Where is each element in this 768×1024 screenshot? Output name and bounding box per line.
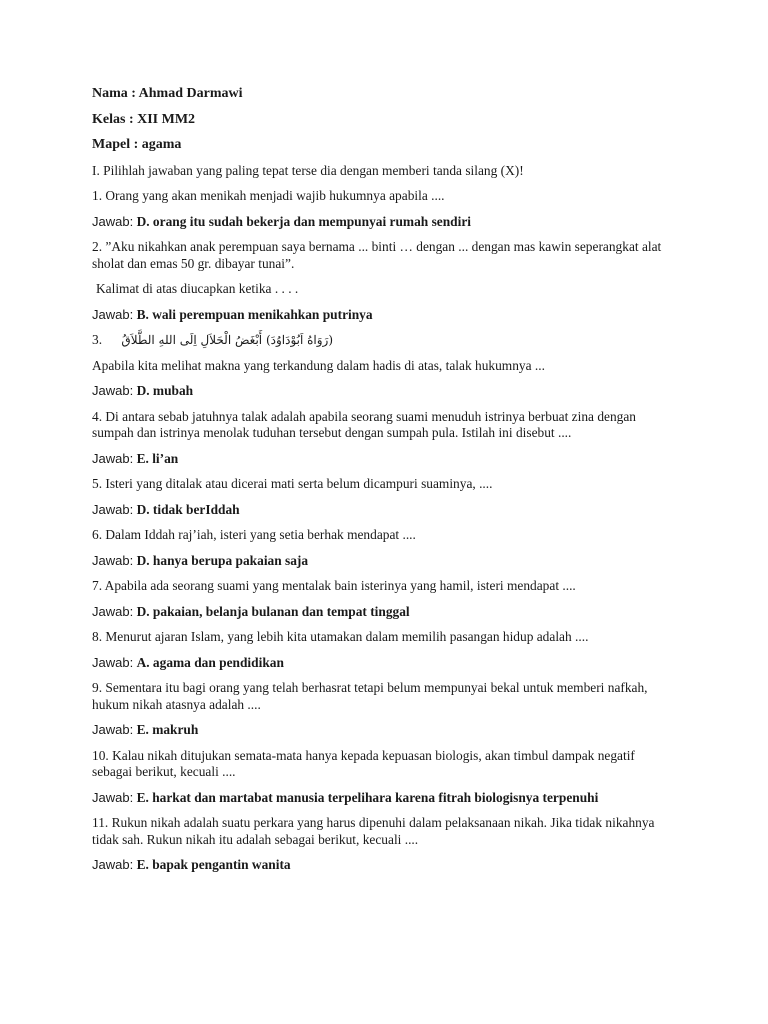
answer-label: Jawab: xyxy=(92,306,134,322)
answer-label: Jawab: xyxy=(92,450,134,466)
student-name: Nama : Ahmad Darmawi xyxy=(92,86,243,101)
answer-label: Jawab: xyxy=(92,654,134,670)
answer-value: E. bapak pengantin wanita xyxy=(136,857,291,872)
answer-label: Jawab: xyxy=(92,213,134,229)
answer-11 xyxy=(92,857,672,874)
answer-value: D. orang itu sudah bekerja dan mempunyai rumah sendiri xyxy=(136,213,472,229)
answer-label: Jawab: xyxy=(92,501,134,517)
answer-4 xyxy=(92,451,672,468)
answer-value: E. harkat dan martabat manusia terpelihara karena fitrah biologisnya terpenuhi xyxy=(136,789,599,805)
question-5: 5. Isteri yang ditalak atau dicerai mati serta belum dicampuri suaminya, .... xyxy=(92,476,493,491)
question-1: 1. Orang yang akan menikah menjadi wajib hukumnya apabila .... xyxy=(92,188,445,203)
instruction: I. Pilihlah jawaban yang paling tepat terse dia dengan memberi tanda silang (X)! xyxy=(92,162,524,178)
question-7: 7. Apabila ada seorang suami yang mentalak bain isterinya yang hamil, isteri mendapat .... xyxy=(92,578,576,593)
question-3-number: 3. xyxy=(92,332,103,347)
answer-1 xyxy=(92,214,672,231)
question-2-follow: Kalimat di atas diucapkan ketika . . . . xyxy=(96,281,299,296)
answer-10 xyxy=(92,790,672,807)
answer-6 xyxy=(92,553,672,570)
question-10: 10. Kalau nikah ditujukan semata-mata hanya kepada kepuasan biologis, akan timbul dampak negatif sebagai berikut, kecuali .... xyxy=(92,747,635,779)
answer-8 xyxy=(92,655,672,672)
answer-label: Jawab: xyxy=(92,722,134,737)
answer-label: Jawab: xyxy=(92,789,134,805)
answer-value: D. pakaian, belanja bulanan dan tempat tinggal xyxy=(136,603,410,619)
answer-label: Jawab: xyxy=(92,383,134,398)
subject: Mapel : agama xyxy=(92,137,182,152)
question-3-follow: Apabila kita melihat makna yang terkandung dalam hadis di atas, talak hukumnya ... xyxy=(92,357,545,373)
answer-9 xyxy=(92,722,672,739)
answer-5 xyxy=(92,502,672,519)
question-8: 8. Menurut ajaran Islam, yang lebih kita utamakan dalam memilih pasangan hidup adalah .... xyxy=(92,629,589,644)
answer-label: Jawab: xyxy=(92,552,134,568)
question-3-arabic: (رَوَاهُ اَبُوْدَاوُدَ) أَبْغَضُ الْحَلاَلِ اِلَى اللهِ الطَّلاَقُ xyxy=(121,333,334,347)
answer-label: Jawab: xyxy=(92,603,134,619)
question-2: 2. ”Aku nikahkan anak perempuan saya bernama ... binti … dengan ... dengan mas kawin seperangkat alat sholat dan emas 50 gr. dibayar tunai”. xyxy=(92,239,662,271)
answer-value: B. wali perempuan menikahkan putrinya xyxy=(136,306,373,322)
question-3 xyxy=(92,332,672,349)
answer-value: E. li’an xyxy=(136,450,179,466)
student-class: Kelas : XII MM2 xyxy=(92,111,196,127)
answer-value: D. tidak berIddah xyxy=(136,501,240,517)
answer-value: D. mubah xyxy=(136,383,194,398)
question-4: 4. Di antara sebab jatuhnya talak adalah apabila seorang suami menuduh istrinya berbuat zina dengan sumpah dan istrinya menolak tuduhan tersebut dengan sumpah pula. Istilah ini disebut .... xyxy=(92,408,636,440)
question-9: 9. Sementara itu bagi orang yang telah berhasrat tetapi belum mempunyai bekal untuk memberi nafkah, hukum nikah atasnya adalah .... xyxy=(92,680,648,712)
answer-7 xyxy=(92,604,672,621)
answer-3 xyxy=(92,383,672,400)
question-6: 6. Dalam Iddah raj’iah, isteri yang setia berhak mendapat .... xyxy=(92,527,416,542)
answer-value: D. hanya berupa pakaian saja xyxy=(136,552,309,568)
document-page xyxy=(92,86,672,883)
question-11: 11. Rukun nikah adalah suatu perkara yang harus dipenuhi dalam pelaksanaan nikah. Jika tidak nikahnya tidak sah. Rukun nikah itu adalah sebagai berikut, kecuali .... xyxy=(92,815,655,847)
answer-2 xyxy=(92,307,672,324)
answer-value: A. agama dan pendidikan xyxy=(136,654,284,670)
answer-label: Jawab: xyxy=(92,857,134,872)
answer-value: E. makruh xyxy=(136,722,199,737)
